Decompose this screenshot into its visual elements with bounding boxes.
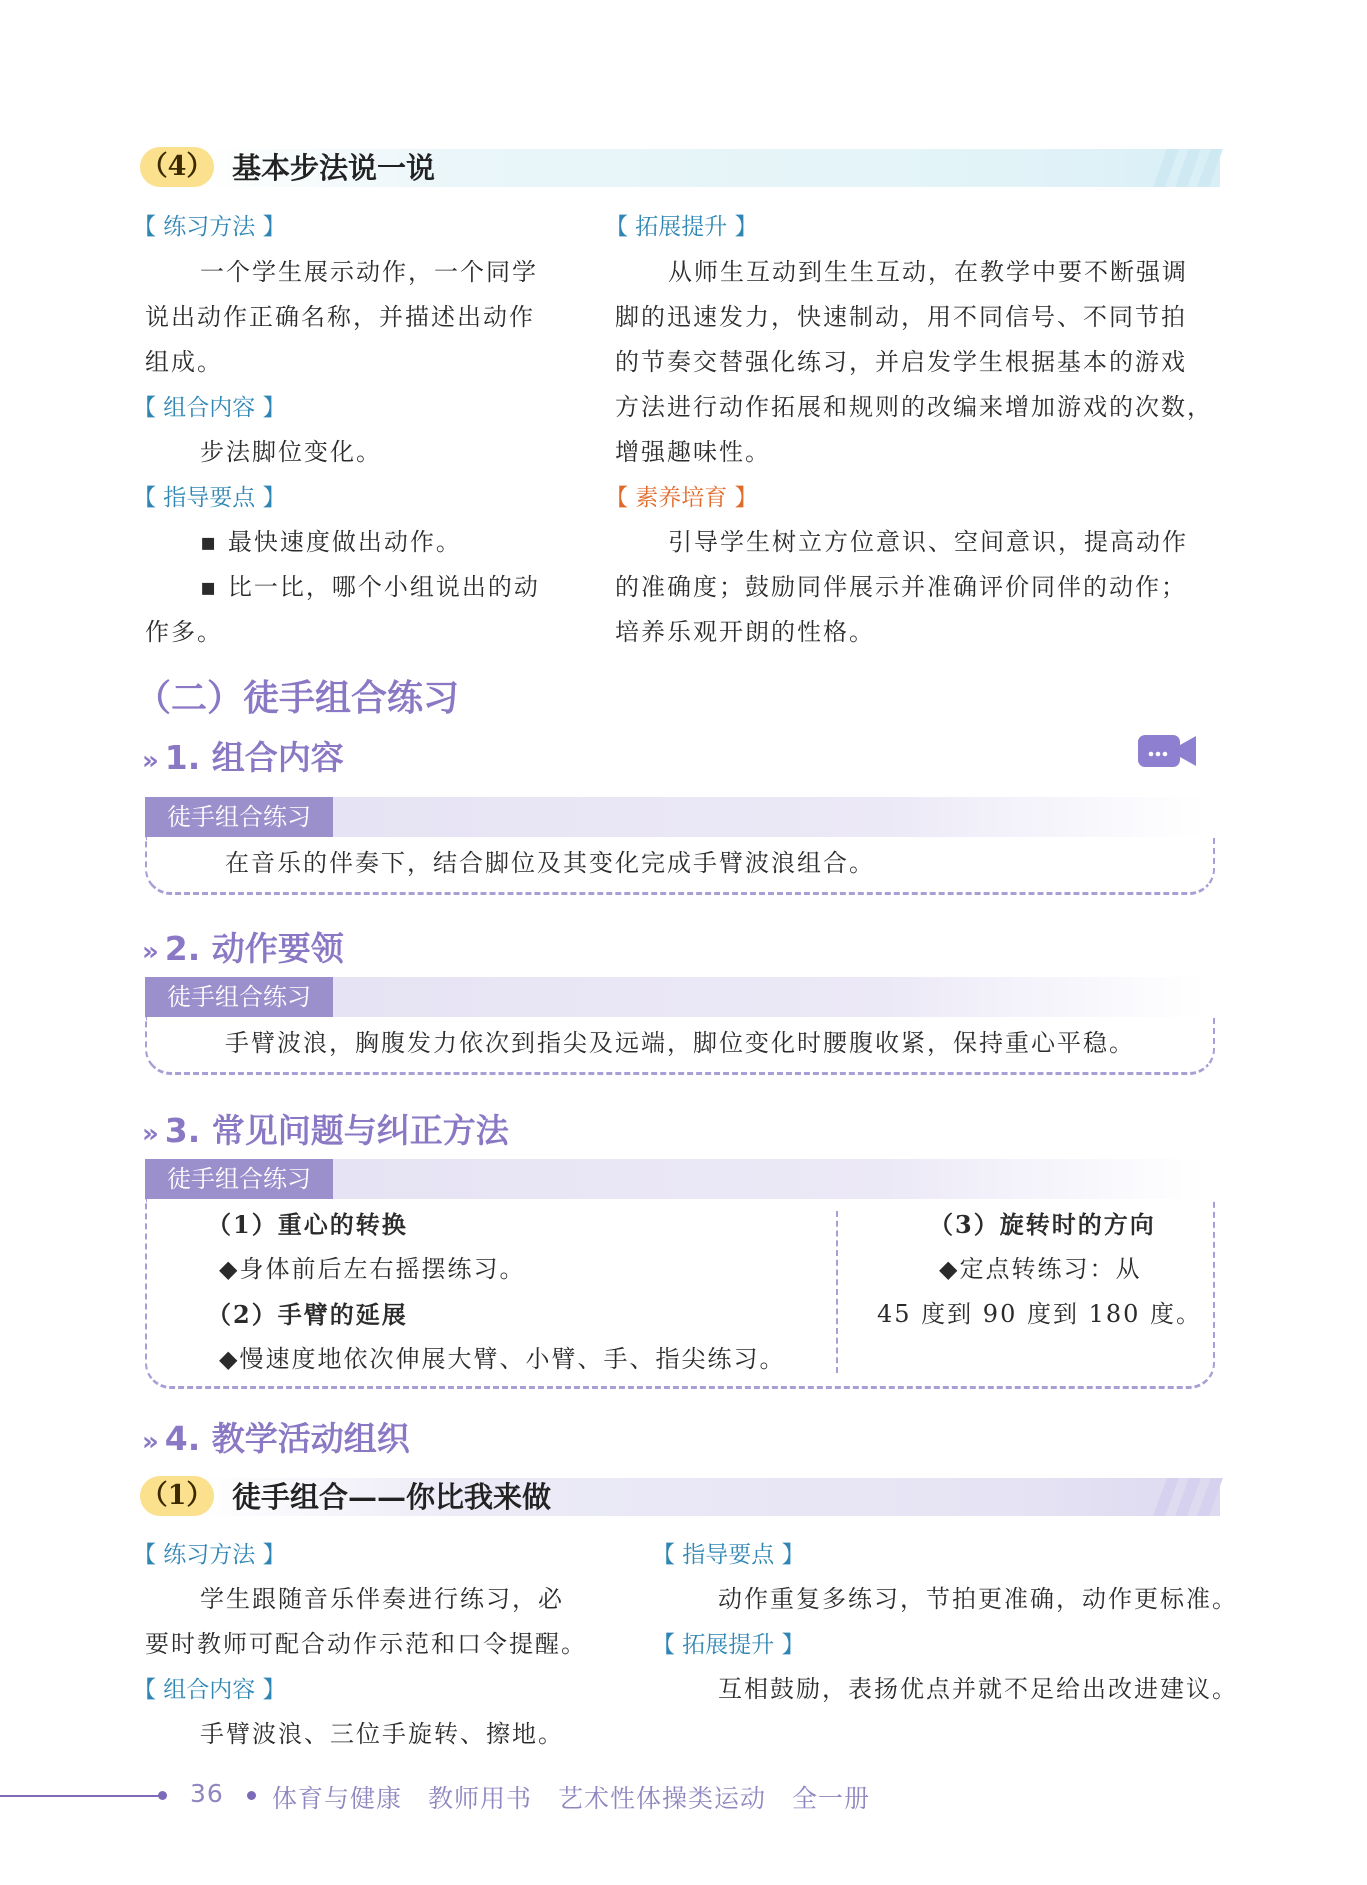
sub-heading-text: 4. 教学活动组织 (164, 1419, 410, 1458)
section-banner-4 (140, 145, 1220, 191)
paragraph-line: 从师生互动到生生互动，在教学中要不断强调 (668, 258, 1188, 286)
box-body (145, 1199, 1215, 1389)
sub-heading-text: 1. 组合内容 (164, 738, 344, 777)
page-number: 36 (190, 1779, 224, 1808)
practice-method-tag: 【 练习方法 】 (133, 1542, 286, 1568)
problem-title: （2）手臂的延展 (207, 1300, 408, 1329)
column-divider (836, 1211, 838, 1373)
sub-heading-text: 3. 常见问题与纠正方法 (164, 1111, 509, 1150)
paragraph-line: 说出动作正确名称，并描述出动作 (145, 303, 535, 331)
activity-banner (140, 1474, 1220, 1520)
banner-title: 基本步法说一说 (232, 151, 436, 185)
book-title: 体育与健康 教师用书 艺术性体操类运动 全一册 (272, 1784, 871, 1813)
box-body (145, 1017, 1215, 1075)
footer-rule (0, 1795, 160, 1797)
banner-number: （1） (140, 1476, 214, 1516)
box-label: 徒手组合练习 (145, 1159, 333, 1199)
paragraph-line: 学生跟随音乐伴奏进行练习，必 (200, 1585, 564, 1613)
part-title: （二）徒手组合练习 (135, 678, 460, 719)
guide-points-tag: 【 指导要点 】 (133, 485, 286, 511)
video-camera-icon[interactable] (1138, 733, 1198, 769)
paragraph-line: 动作重复多练习，节拍更准确，动作更标准。 (718, 1585, 1238, 1613)
paragraph-line: 互相鼓励，表扬优点并就不足给出改进建议。 (718, 1675, 1238, 1703)
problem-fix: ◆定点转练习：从 (939, 1255, 1142, 1283)
problem-title: （3）旋转时的方向 (929, 1210, 1156, 1239)
literacy-tag: 【 素养培育 】 (605, 485, 758, 511)
box-header (145, 977, 1205, 1017)
box-body (145, 837, 1215, 895)
bullet-line: ▪ 最快速度做出动作。 (200, 528, 462, 556)
paragraph-line: 引导学生树立方位意识、空间意识，提高动作 (668, 528, 1188, 556)
practice-method-tag: 【 练习方法 】 (133, 214, 286, 240)
paragraph-line: 培养乐观开朗的性格。 (615, 618, 875, 646)
paragraph-line: 的准确度；鼓励同伴展示并准确评价同伴的动作； (615, 573, 1187, 601)
problem-title: （1）重心的转换 (207, 1210, 408, 1239)
sub-heading-4 (142, 1413, 410, 1460)
extend-tag: 【 拓展提升 】 (652, 1632, 805, 1658)
guide-points-tag: 【 指导要点 】 (652, 1542, 805, 1568)
sub-heading-1 (142, 732, 344, 779)
chevron-icon: » (142, 746, 159, 776)
paragraph-line: 组成。 (145, 348, 223, 376)
paragraph-line: 方法进行动作拓展和规则的改编来增加游戏的次数， (615, 393, 1213, 421)
chevron-icon: » (142, 1427, 159, 1457)
extend-tag: 【 拓展提升 】 (605, 214, 758, 240)
box-label: 徒手组合练习 (145, 797, 333, 837)
box-text: 手臂波浪，胸腹发力依次到指尖及远端，脚位变化时腰腹收紧，保持重心平稳。 (225, 1029, 1135, 1057)
paragraph-line: 一个学生展示动作，一个同学 (200, 258, 538, 286)
footer-dot (247, 1791, 256, 1800)
sub-heading-text: 2. 动作要领 (164, 929, 344, 968)
box-text: 在音乐的伴奏下，结合脚位及其变化完成手臂波浪组合。 (225, 849, 875, 877)
problem-fix: ◆身体前后左右摇摆练习。 (219, 1255, 526, 1283)
bullet-line: ▪ 比一比，哪个小组说出的动 (200, 573, 540, 601)
combo-content-tag: 【 组合内容 】 (133, 1677, 286, 1703)
footer-dot (158, 1791, 167, 1800)
combo-content-tag: 【 组合内容 】 (133, 395, 286, 421)
chevron-icon: » (142, 1119, 159, 1149)
box-header (145, 797, 1205, 837)
paragraph-line: 作多。 (145, 618, 223, 646)
banner-number: （4） (140, 147, 214, 187)
paragraph-line: 要时教师可配合动作示范和口令提醒。 (145, 1630, 587, 1658)
sub-heading-3 (142, 1105, 509, 1152)
paragraph-line: 脚的迅速发力，快速制动，用不同信号、不同节拍 (615, 303, 1187, 331)
chevron-icon: » (142, 937, 159, 967)
sub-heading-2 (142, 923, 344, 970)
problem-fix: ◆慢速度地依次伸展大臂、小臂、手、指尖练习。 (219, 1345, 786, 1373)
paragraph-line: 手臂波浪、三位手旋转、擦地。 (200, 1720, 564, 1748)
problem-fix: 45 度到 90 度到 180 度。 (877, 1300, 1203, 1328)
paragraph-line: 步法脚位变化。 (200, 438, 382, 466)
box-label: 徒手组合练习 (145, 977, 333, 1017)
banner-title: 徒手组合——你比我来做 (232, 1480, 552, 1514)
box-header (145, 1159, 1205, 1199)
paragraph-line: 的节奏交替强化练习，并启发学生根据基本的游戏 (615, 348, 1187, 376)
paragraph-line: 增强趣味性。 (615, 438, 771, 466)
